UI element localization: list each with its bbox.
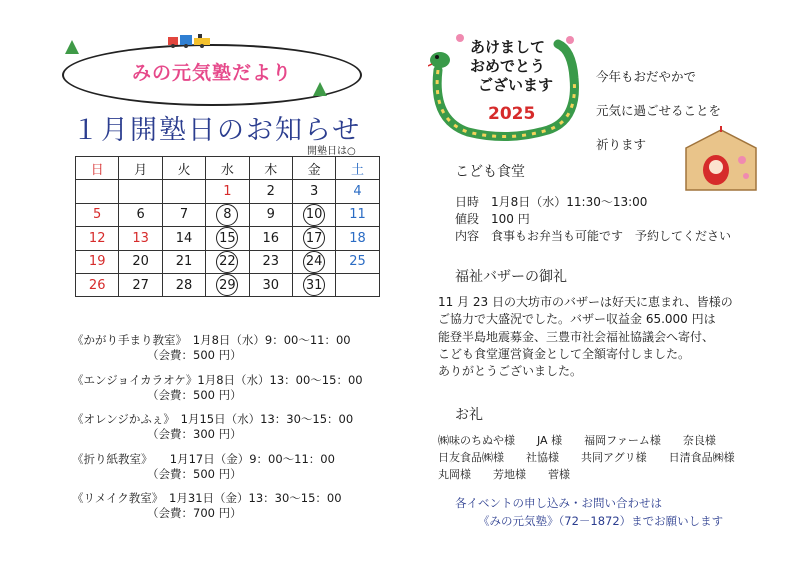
weekday-header: 日: [76, 157, 119, 180]
event-fee: （会費：500 円）: [147, 467, 242, 481]
event-item: [72, 491, 342, 521]
calendar-day-number: 1: [223, 184, 232, 200]
calendar-day: [249, 203, 292, 226]
calendar-day-number: 12: [88, 230, 106, 246]
event-fee: （会費：700 円）: [147, 506, 242, 520]
weekday-header: 木: [249, 157, 292, 180]
event-fee: （会費：500 円）: [147, 348, 242, 362]
weekday-header: 水: [206, 157, 249, 180]
bazaar-line: こども食堂運営資金として全額寄付しました。: [438, 346, 691, 361]
calendar-day: [162, 203, 205, 226]
greeting-line: おめでとう: [470, 57, 546, 75]
calendar-day: [206, 273, 249, 296]
bazaar-text: [438, 294, 733, 380]
calendar-day-number: 17: [305, 230, 323, 246]
event-line: 《かがり手まり教室》 1月8日（水）9：00～11：00: [72, 333, 351, 347]
bazaar-line: ありがとうございました。: [438, 364, 583, 379]
calendar-day-number: 28: [175, 277, 193, 293]
calendar-day: [119, 227, 162, 250]
calendar-day-number: 2: [266, 184, 275, 200]
calendar-day-number: 6: [136, 207, 145, 223]
bazaar-line: 能登半島地震募金、三豊市社会福祉協議会へ寄付、: [438, 329, 715, 344]
greeting-line: 今年もおだやかで: [596, 69, 697, 84]
banner-title: みの元気塾だより: [131, 62, 292, 84]
bazaar-line: ご協力で大盛況でした。バザー収益金 65.000 円は: [438, 312, 716, 327]
calendar-day-number: 30: [262, 277, 280, 293]
calendar-day-number: 21: [175, 254, 193, 270]
calendar-day: [336, 227, 379, 250]
calendar-day-number: 7: [179, 207, 189, 223]
calendar-day-number: 19: [88, 254, 106, 270]
calendar-day: [292, 203, 335, 226]
calendar-day: [119, 273, 162, 296]
calendar-day: [76, 227, 119, 250]
calendar-day-number: 8: [223, 207, 232, 223]
bazaar-line: 11 月 23 日の大坊市のバザーは好天に恵まれ、皆様の: [438, 295, 733, 309]
open-day-circle: [216, 251, 238, 273]
calendar-day: [162, 250, 205, 273]
weekday-header: 土: [336, 157, 379, 180]
calendar-day: [206, 227, 249, 250]
calendar-day-number: 10: [305, 207, 323, 223]
greeting-card-text: [470, 38, 553, 95]
thanks-title: お礼: [455, 407, 483, 423]
calendar-week-row: [76, 203, 380, 226]
open-day-circle: [303, 227, 325, 249]
calendar-week-row: [76, 250, 380, 273]
open-day-circle: [303, 204, 325, 226]
calendar-day: [206, 203, 249, 226]
greeting-line: 祈ります: [596, 137, 647, 152]
event-fee: （会費：300 円）: [147, 427, 242, 441]
calendar-day: [76, 203, 119, 226]
calendar-day: [292, 227, 335, 250]
calendar-day: [249, 180, 292, 203]
calendar-day: [206, 250, 249, 273]
calendar-day: [249, 273, 292, 296]
calendar-day: [119, 180, 162, 203]
calendar-day: [76, 273, 119, 296]
weekday-header: 月: [119, 157, 162, 180]
weekday-header: 金: [292, 157, 335, 180]
event-item: [72, 412, 353, 442]
open-day-circle: [303, 251, 325, 273]
calendar-day: [206, 180, 249, 203]
calendar-table: [75, 156, 380, 297]
calendar-day-number: 5: [93, 207, 102, 223]
calendar-day-number: 22: [219, 254, 236, 270]
calendar-day-number: 27: [132, 277, 149, 293]
calendar-day: [292, 273, 335, 296]
calendar-day: [119, 203, 162, 226]
calendar-day: [76, 180, 119, 203]
calendar-day: [249, 227, 292, 250]
page-title: １月開塾日のお知らせ: [72, 115, 362, 146]
calendar-day: [119, 250, 162, 273]
calendar-day-number: 14: [175, 230, 193, 246]
calendar-day-number: 4: [353, 184, 362, 200]
calendar-day: [336, 203, 379, 226]
ema-daruma-illustration: [680, 126, 762, 194]
kodomo-title: こども食堂: [455, 164, 525, 180]
calendar-day-number: 15: [219, 230, 236, 246]
calendar-day-number: 31: [305, 277, 323, 293]
open-day-circle: [216, 227, 238, 249]
calendar-day: [162, 180, 205, 203]
calendar-day-number: 13: [132, 230, 149, 246]
calendar-day: [76, 250, 119, 273]
thanks-row: ㈱味のちぬや様 JA 様 福岡ファーム様 奈良様: [438, 434, 716, 447]
calendar-day-number: 26: [88, 277, 106, 293]
greeting-line: あけまして: [470, 38, 546, 56]
calendar-day-number: 16: [262, 230, 280, 246]
calendar-day-number: 11: [349, 207, 366, 223]
thanks-row: 日友食品㈱様 社協様 共同アグリ様 日清食品㈱様: [438, 451, 735, 464]
event-fee: （会費：500 円）: [147, 388, 242, 402]
calendar-header-row: [76, 157, 380, 180]
kodomo-price: 値段 100 円: [455, 212, 530, 226]
event-item: [72, 333, 351, 363]
calendar-week-row: [76, 180, 380, 203]
weekday-header: 火: [162, 157, 205, 180]
calendar-day: [336, 273, 379, 296]
event-item: [72, 373, 363, 403]
calendar-day-number: 9: [266, 207, 275, 223]
calendar-day-number: 23: [262, 254, 280, 270]
calendar-day: [292, 180, 335, 203]
calendar-week-row: [76, 227, 380, 250]
event-line: 《折り紙教室》 1月17日（金）9：00～11：00: [72, 452, 335, 466]
calendar-day-number: 25: [349, 254, 366, 270]
kodomo-content: 内容 食事もお弁当も可能です 予約してください: [455, 229, 732, 243]
calendar-day: [162, 273, 205, 296]
calendar-day-number: 20: [132, 254, 149, 270]
calendar-day: [292, 250, 335, 273]
greeting-line: ございます: [478, 76, 554, 94]
calendar-day-number: 24: [305, 254, 323, 270]
calendar-legend: 開塾日は○: [307, 146, 356, 157]
kodomo-date: 日時 1月8日（水）11:30～13:00: [455, 195, 648, 209]
event-item: [72, 452, 335, 482]
event-line: 《リメイク教室》 1月31日（金）13：30～15：00: [72, 491, 342, 505]
thanks-row: 丸岡様 芳地様 菅様: [438, 468, 570, 481]
calendar-day-number: 29: [219, 277, 236, 293]
calendar-week-row: [76, 273, 380, 296]
footer-line: 《みの元気塾》（72－1872）までお願いします: [478, 514, 724, 528]
calendar-day: [336, 180, 379, 203]
calendar-day: [249, 250, 292, 273]
event-line: 《オレンジかふぇ》 1月15日（水）13：30～15：00: [72, 412, 354, 426]
greeting-line: 元気に過ごせることを: [596, 103, 722, 118]
calendar-day-number: 3: [310, 184, 319, 200]
train-icon: [168, 33, 212, 49]
open-day-circle: [216, 204, 238, 226]
calendar-day-number: 18: [349, 230, 366, 246]
bazaar-title: 福祉バザーの御礼: [455, 269, 567, 285]
tree-icon: [65, 40, 79, 54]
calendar-day: [162, 227, 205, 250]
footer-line: 各イベントの申し込み・お問い合わせは: [455, 496, 662, 510]
year-label: 2025: [488, 104, 536, 124]
calendar-day: [336, 250, 379, 273]
event-line: 《エンジョイカラオケ》1月8日（水）13：00～15：00: [72, 373, 363, 387]
